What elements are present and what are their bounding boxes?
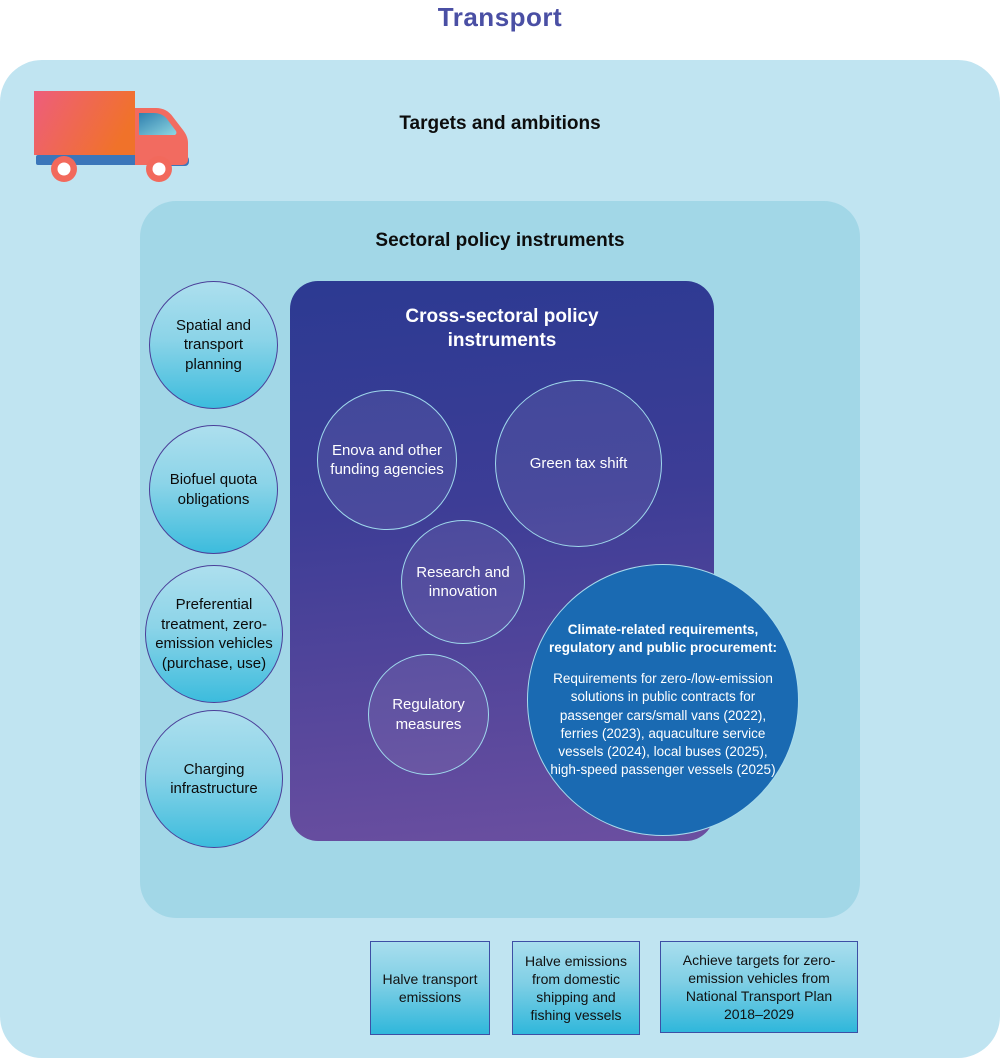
target-halve-transport-emissions [370,941,490,1035]
target-label: Halve emissions from domestic shipping and fishing vessels [525,952,627,1024]
circle-label: Charging infrastructure [170,760,258,797]
target-label: Achieve targets for zero-emission vehicles from National Transport Plan 2018–2029 [682,951,836,1023]
circle-charging-infrastructure [145,710,283,848]
page-title: Transport [437,2,563,32]
circle-regulatory-measures [368,654,489,775]
circle-label: Preferential treatment, zero-emission vehicles (purchase, use) [155,596,273,672]
circle-label: Research and innovation [416,563,510,600]
circle-spatial-transport-planning [149,281,278,409]
procurement-body: Requirements for zero-/low-emission solutions in public contracts for passenger cars/small vans (2022), ferries (2023), aquaculture service vessels (2024), local buses (2025), high-speed passenger vessels (2025) [550,671,776,778]
sectoral-heading: Sectoral policy instruments [375,230,625,251]
circle-enova-funding-agencies [317,390,457,530]
circle-biofuel-quota-obligations [149,425,278,554]
circle-research-innovation [401,520,525,644]
target-zero-emission-vehicles-ntp [660,941,858,1033]
circle-label: Enova and other funding agencies [330,441,444,478]
target-halve-shipping-emissions [512,941,640,1035]
circle-green-tax-shift [495,380,662,547]
circle-label: Regulatory measures [392,696,465,733]
cross-sectoral-heading: Cross-sectoral policy instruments [405,306,599,351]
circle-preferential-treatment [145,565,283,703]
circle-label: Biofuel quota obligations [169,471,258,508]
procurement-heading: Climate-related requirements, regulatory and public procurement: [548,621,778,655]
circle-label: Green tax shift [529,454,628,472]
target-label: Halve transport emissions [382,970,478,1005]
targets-ambitions-heading: Targets and ambitions [399,113,601,134]
circle-label: Spatial and transport planning [175,316,252,373]
truck-icon [31,88,193,184]
circle-climate-procurement [527,564,799,836]
